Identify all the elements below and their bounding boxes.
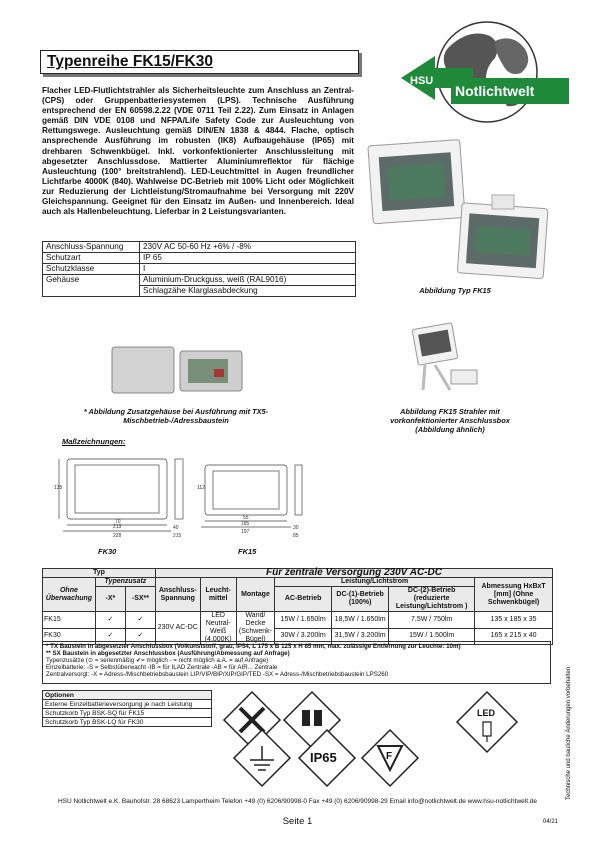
footnote: * TX Baustein in abgesetzter Anschlussbox (Volkunststoff, grau, IP54, L 175 x B 125 x H 85 mm, max. zulässige Entfernung zur Leuchte: 10m) <box>46 643 461 650</box>
cell-type: FK30 <box>43 628 96 645</box>
cell-ac: 30W / 3.200lm <box>275 628 332 645</box>
spec-label: Gehäuse <box>43 275 140 297</box>
spec-label: Anschluss-Spannung <box>43 242 140 253</box>
footnotes <box>42 641 551 684</box>
option-item: Externe Einzelbatterieversorgung je nach Leistung <box>43 700 212 709</box>
table-row <box>43 612 553 629</box>
dim-fk15-d: 85 <box>293 533 299 539</box>
product-table <box>42 568 553 645</box>
footnote: Einzelbatterie: -S = Selbstüberwacht -IB = für ILAD Zentrale -AB = für AIR... Zentrale <box>46 664 278 672</box>
dim-fk15-f: 30 <box>293 525 299 531</box>
caption-box: * Abbildung Zusatzgehäuse bei Ausführung mit TX5-Mischbetrieb-/Adressbaustein <box>83 407 269 425</box>
spec-row <box>43 253 356 264</box>
page-title: Typenreihe FK15/FK30 <box>47 53 213 70</box>
vertical-note <box>566 640 572 800</box>
spec-label: Schutzart <box>43 253 140 264</box>
dim-fk30-e: 70 <box>115 519 121 525</box>
cell-x: ✓ <box>95 612 125 629</box>
dim-fk30-a: 213 <box>113 524 122 530</box>
led-label: LED <box>477 708 495 718</box>
page-number: Seite 1 <box>282 816 313 827</box>
revision-date: 04/21 <box>543 819 559 825</box>
label-fk30: FK30 <box>98 547 117 556</box>
th-spannung: Anschluss-Spannung <box>155 578 200 612</box>
logo-brand: HSU <box>410 75 434 87</box>
th-versorgung: Für zentrale Versorgung 230V AC-DC <box>155 569 552 578</box>
footnote: ** SX Baustein in abgesetzter Anschlussbox (Ausführung/Abmessung auf Anfrage) <box>46 650 290 658</box>
th-typenzusatz: Typenzusatz <box>95 578 155 587</box>
option-item: Schutzkorb Typ BSK-LQ für FK30 <box>43 718 212 727</box>
cell-sx: ✓ <box>125 628 155 645</box>
caption-strahler: Abbildung FK15 Strahler mit vorkonfektionierter Anschlussbox (Abbildung ähnlich) <box>390 407 510 434</box>
logo-name: Notlichtwelt <box>455 83 535 99</box>
spec-value: 230V AC 50-60 Hz +6% / -8% <box>140 242 356 253</box>
th-lichtstrom: Leistung/Lichtstrom <box>275 578 475 587</box>
th-ac: AC-Betrieb <box>275 587 332 612</box>
vertical-note-text: Technische und bauliche Änderungen vorbehalten <box>566 666 572 800</box>
options-table <box>42 690 212 727</box>
th-dc1: DC-(1)-Betrieb (100%) <box>332 587 389 612</box>
dim-fk30-c: 135 <box>54 485 63 491</box>
th-montage: Montage <box>236 578 274 612</box>
option-item: Schutzkorb Typ BSK-SQ für FK15 <box>43 709 212 718</box>
cell-x: ✓ <box>95 628 125 645</box>
cell-spannung: 230V AC-DC <box>155 612 200 645</box>
cell-ac: 15W / 1.650lm <box>275 612 332 629</box>
company-logo <box>395 16 575 128</box>
footer-address: HSU Notlichtwelt e.K. Bauhofstr. 28 68623 Lampertheim Telefon +49 (0) 6206/90998-0 Fax +49 (0) 6206/90998-29 Email info@notlichtwelt.de www.hsu-notlichtwelt.de <box>57 798 538 805</box>
footnote: Zentralversorgt: -X = Adress-/Mischbetriebsbaustein LIP/VIP/BIP/XIP/GIP/TED -SX = Adress-/Mischbetriebsbaustein LPS260 <box>46 671 389 679</box>
cell-sx: ✓ <box>125 612 155 629</box>
th-x: -X* <box>95 587 125 612</box>
cell-abm: 135 x 185 x 35 <box>475 612 553 629</box>
f-mark-icon <box>362 730 418 786</box>
cell-abm: 165 x 215 x 40 <box>475 628 553 645</box>
th-abmessung: Abmessung HxBxT [mm] (Ohne Schwenkbügel) <box>475 578 553 612</box>
spec-value: IP 65 <box>140 253 356 264</box>
footnote: Typenzusätze (⊙ = serienmäßig ✔= möglich - = nicht möglich a.A. = auf Anfrage) <box>46 657 269 665</box>
th-dc2: DC-(2)-Betrieb (reduzierte Leistung/Lichtstrom ) <box>389 587 475 612</box>
masszeichnungen-heading: Maßzeichnungen: <box>62 437 126 446</box>
ip-label: IP65 <box>310 750 337 765</box>
spec-value: Aluminium-Druckguss, weiß (RAL9016) <box>140 275 356 286</box>
cell-dc2: 15W / 1.500lm <box>389 628 475 645</box>
th-sx: -SX** <box>125 587 155 612</box>
cell-dc1: 18,5W / 1.650lm <box>332 612 389 629</box>
product-image-fk15 <box>362 135 552 285</box>
dim-fk15-a: 185 <box>241 521 250 527</box>
label-fk15: FK15 <box>238 547 257 556</box>
spec-table <box>42 241 356 297</box>
spec-value: I <box>140 264 356 275</box>
spec-label: Schutzklasse <box>43 264 140 275</box>
dim-fk15-b: 197 <box>241 529 250 535</box>
strahler-image <box>405 320 485 400</box>
cell-dc2: 7,5W / 750lm <box>389 612 475 629</box>
led-icon <box>455 690 519 754</box>
dim-fk15-e: 55 <box>243 515 249 521</box>
page-title-box <box>40 50 359 74</box>
cell-dc1: 31,5W / 3.200lm <box>332 628 389 645</box>
f-label: F <box>386 751 393 762</box>
options-header: Optionen <box>43 691 212 700</box>
th-typ: Typ <box>43 569 156 578</box>
dim-fk30-f: 40 <box>173 525 179 531</box>
dim-fk30-d: 215 <box>173 533 182 539</box>
th-ohne: Ohne Überwachung <box>43 578 96 612</box>
dimension-drawings <box>55 445 315 545</box>
spec-row <box>43 275 356 286</box>
spec-row <box>43 242 356 253</box>
spec-row <box>43 264 356 275</box>
cell-type: FK15 <box>43 612 96 629</box>
zusatzgehaeuse-image <box>110 345 245 395</box>
spec-value: Schlagzähe Klarglasabdeckung <box>140 286 356 297</box>
caption-fk15: Abbildung Typ FK15 <box>419 286 491 295</box>
certification-symbols <box>212 680 432 790</box>
th-leuchtmittel: Leucht-mittel <box>200 578 236 612</box>
dim-fk15-c: 112 <box>197 485 205 491</box>
cell-leuchtmittel: LED Neutral-Weiß (4.000K) <box>200 612 236 645</box>
dim-fk30-b: 228 <box>113 533 122 539</box>
intro-text: Flacher LED-Flutlichtstrahler als Sicherheitsleuchte zum Anschluss an Zentral- (CPS) oder Gruppenbatteriesystemen (LPS). Technische Ausführung entsprechend der EN 60598.2.22 (VDE 0711 Teil 2.22). Zum Einsatz in Anlagen gemäß DIN VDE 0108 und NFPA/Life Safety Code zur Ausleuchtung von Rettungswege. Ausleuchtung gemäß DIN/EN 1838 & 4844. Flache, optisch ansprechende Ausführung im robusten (IK8) Aufbaugehäuse (IP65) mit drehbaren Schwenkbügel. Inkl. vorkonfektionierter Anschlussleitung mit abgesetzter Anschlussdose. Mattierter Aluminiumreflektor für flächige Ausleuchtung (100° breitstrahlend). LED-Leuchtmittel in Augen freundlicher Lichtfarbe 4000K (840). Wahlweise DC-Betrieb mit 100% Licht oder Möglichkeit zur Reduzierung der Lichtleistung/Stromaufnahme bei Versorgung mit 220V Gleichspannung. Geeignet für den Einsatz im Außen- und Innenbereich. Ideal auch als Hallenbeleuchtung. Lieferbar in 2 Leistungsvarianten. <box>42 86 354 217</box>
cell-montage: Wand/ Decke (Schwenk-Bügel) <box>236 612 274 645</box>
